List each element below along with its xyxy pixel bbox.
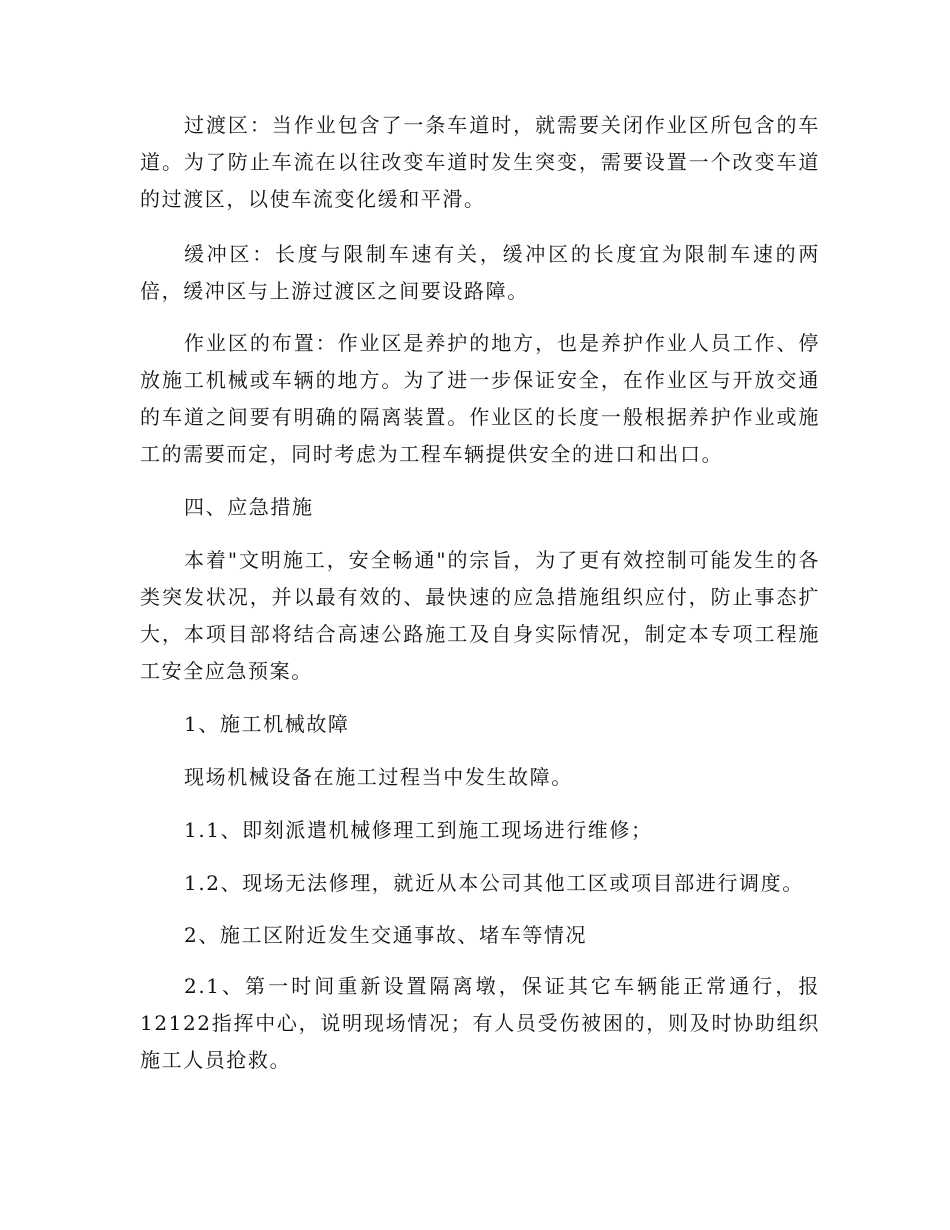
- paragraph-transition-zone: 过渡区：当作业包含了一条车道时，就需要关闭作业区所包含的车道。为了防止车流在以往改变车道时发生突变，需要设置一个改变车道的过渡区，以使车流变化缓和平滑。: [140, 113, 820, 211]
- paragraph-work-zone-layout: 作业区的布置：作业区是养护的地方，也是养护作业人员工作、停放施工机械或车辆的地方。为了进一步保证安全，在作业区与开放交通的车道之间要有明确的隔离装置。作业区的长度一般根据养护作业或施工的需要而定，同时考虑为工程车辆提供安全的进口和出口。: [140, 331, 820, 466]
- item-1-2: 1.2、现场无法修理，就近从本公司其他工区或项目部进行调度。: [184, 871, 804, 895]
- paragraph-machinery-failure: 现场机械设备在施工过程当中发生故障。: [184, 765, 573, 789]
- section-heading-emergency-measures: 四、应急措施: [184, 495, 314, 519]
- item-2-1: 2.1、第一时间重新设置隔离墩，保证其它车辆能正常通行，报12122指挥中心，说明现场情况；有人员受伤被困的，则及时协助组织施工人员抢救。: [140, 974, 820, 1072]
- item-1-1: 1.1、即刻派遣机械修理工到施工现场进行维修；: [184, 818, 653, 842]
- paragraph-buffer-zone: 缓冲区：长度与限制车速有关，缓冲区的长度宜为限制车速的两倍，缓冲区与上游过渡区之间要设路障。: [140, 242, 820, 303]
- subheading-traffic-accident: 2、施工区附近发生交通事故、堵车等情况: [184, 923, 588, 947]
- subheading-machinery-failure: 1、施工机械故障: [184, 712, 350, 736]
- paragraph-emergency-purpose: 本着"文明施工，安全畅通"的宗旨，为了更有效控制可能发生的各类突发状况，并以最有效的、最快速的应急措施组织应付，防止事态扩大，本项目部将结合高速公路施工及自身实际情况，制定本专项工程施工安全应急预案。: [140, 548, 820, 683]
